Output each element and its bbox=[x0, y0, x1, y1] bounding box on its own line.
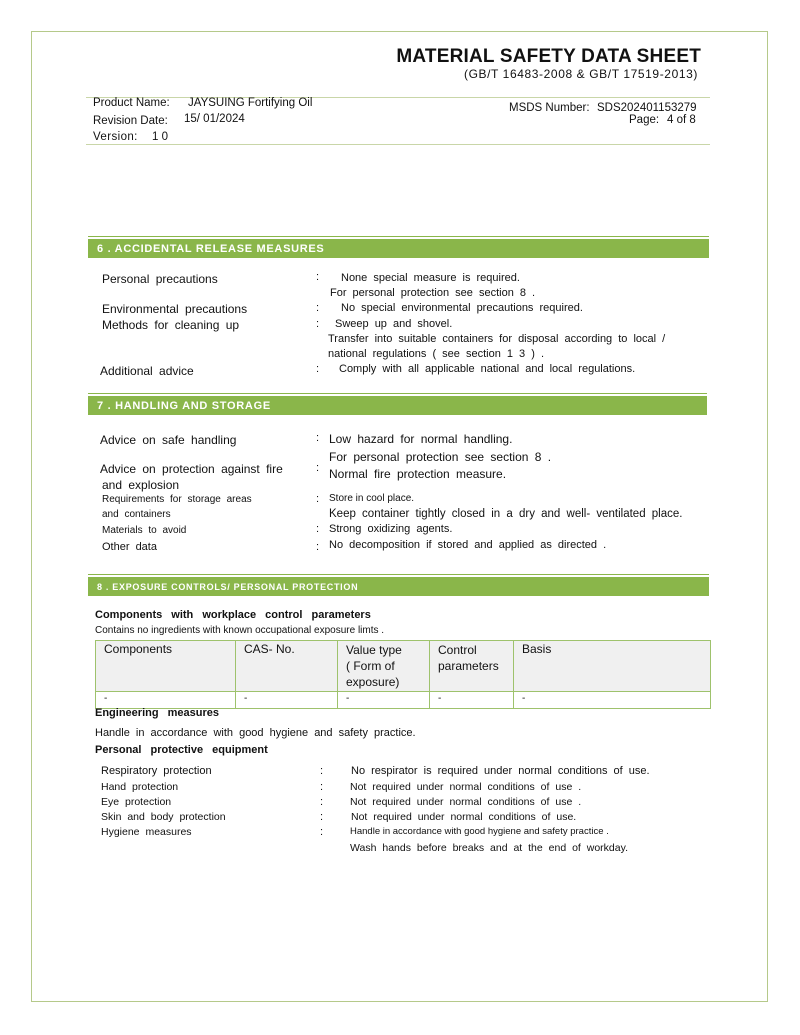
safe-handling-value-2: For personal protection see section 8 . bbox=[329, 450, 552, 464]
table-cell: - bbox=[514, 692, 711, 709]
additional-advice-value: Comply with all applicable national and local regulations. bbox=[339, 363, 636, 375]
colon: : bbox=[316, 271, 320, 283]
components-heading: Components with workplace control parameters bbox=[95, 609, 371, 621]
colon: : bbox=[316, 432, 320, 444]
document-title: MATERIAL SAFETY DATA SHEET bbox=[396, 46, 701, 67]
colon: : bbox=[320, 781, 324, 793]
storage-requirements-value-2: Keep container tightly closed in a dry and well- ventilated place. bbox=[329, 508, 683, 520]
fire-protection-label: Advice on protection against fire bbox=[100, 462, 283, 476]
version-value: 1 0 bbox=[152, 131, 168, 143]
eye-value: Not required under normal conditions of use . bbox=[350, 796, 582, 808]
cleaning-methods-value: Sweep up and shovel. bbox=[335, 318, 453, 330]
respiratory-value: No respirator is required under normal conditions of use. bbox=[351, 765, 650, 777]
other-data-value: No decomposition if stored and applied as directed . bbox=[329, 539, 607, 551]
cleaning-methods-value-3: national regulations ( see section 1 3 ) . bbox=[328, 348, 545, 360]
storage-requirements-value: Store in cool place. bbox=[329, 493, 415, 504]
colon: : bbox=[316, 523, 320, 535]
fire-protection-value: Normal fire protection measure. bbox=[329, 467, 507, 481]
colon: : bbox=[320, 796, 324, 808]
table-cell: - bbox=[338, 692, 430, 709]
section-8-heading: 8 . EXPOSURE CONTROLS/ PERSONAL PROTECTION bbox=[88, 577, 709, 596]
header-bottom-rule bbox=[86, 144, 710, 145]
storage-requirements-label-2: and containers bbox=[102, 509, 171, 520]
hand-label: Hand protection bbox=[101, 781, 179, 793]
product-name-label: Product Name: bbox=[93, 97, 170, 109]
hygiene-label: Hygiene measures bbox=[101, 826, 192, 838]
other-data-label: Other data bbox=[102, 541, 157, 553]
personal-precautions-value: None special measure is required. bbox=[341, 272, 520, 284]
colon: : bbox=[316, 462, 320, 474]
safe-handling-label: Advice on safe handling bbox=[100, 433, 237, 447]
safe-handling-value: Low hazard for normal handling. bbox=[329, 432, 513, 446]
cleaning-methods-value-2: Transfer into suitable containers for disposal according to local / bbox=[328, 333, 666, 345]
storage-requirements-label: Requirements for storage areas bbox=[102, 494, 252, 505]
environmental-precautions-label: Environmental precautions bbox=[102, 302, 248, 316]
colon: : bbox=[320, 811, 324, 823]
cleaning-methods-label: Methods for cleaning up bbox=[102, 318, 240, 332]
col-cas-no: CAS- No. bbox=[236, 641, 338, 692]
materials-to-avoid-value: Strong oxidizing agents. bbox=[329, 523, 453, 535]
colon: : bbox=[316, 541, 320, 553]
hygiene-value: Handle in accordance with good hygiene and safety practice . bbox=[350, 826, 609, 837]
col-basis: Basis bbox=[514, 641, 711, 692]
table-cell: - bbox=[430, 692, 514, 709]
revision-date-label: Revision Date: bbox=[93, 115, 168, 127]
version-label: Version: bbox=[93, 131, 138, 143]
ppe-heading: Personal protective equipment bbox=[95, 744, 268, 756]
col-control-parameters: Control parameters bbox=[430, 641, 514, 692]
skin-body-label: Skin and body protection bbox=[101, 811, 226, 823]
colon: : bbox=[320, 765, 324, 777]
colon: : bbox=[316, 318, 320, 330]
personal-precautions-label: Personal precautions bbox=[102, 272, 218, 286]
msds-number-value: SDS202401153279 bbox=[597, 102, 697, 114]
hand-value: Not required under normal conditions of use . bbox=[350, 781, 582, 793]
col-components: Components bbox=[96, 641, 236, 692]
document-standards: (GB/T 16483-2008 & GB/T 17519-2013) bbox=[463, 67, 698, 81]
page-value: 4 of 8 bbox=[667, 114, 696, 126]
product-name-value: JAYSUING Fortifying Oil bbox=[188, 97, 313, 109]
col-value-type: Value type ( Form of exposure) bbox=[338, 641, 430, 692]
colon: : bbox=[316, 302, 320, 314]
colon: : bbox=[316, 493, 320, 505]
additional-advice-label: Additional advice bbox=[100, 364, 194, 378]
respiratory-label: Respiratory protection bbox=[101, 765, 212, 777]
msds-number-label: MSDS Number: bbox=[509, 102, 590, 114]
page-label: Page: bbox=[629, 114, 660, 126]
eye-label: Eye protection bbox=[101, 796, 172, 808]
section-6-heading: 6 . ACCIDENTAL RELEASE MEASURES bbox=[88, 239, 709, 258]
colon: : bbox=[320, 826, 324, 838]
personal-precautions-value-2: For personal protection see section 8 . bbox=[330, 287, 536, 299]
exposure-table bbox=[95, 640, 711, 709]
revision-date-value: 15/ 01/2024 bbox=[184, 113, 245, 125]
fire-protection-label-2: and explosion bbox=[102, 478, 180, 492]
engineering-text: Handle in accordance with good hygiene and safety practice. bbox=[95, 727, 416, 739]
environmental-precautions-value: No special environmental precautions required. bbox=[341, 302, 583, 314]
section-7-heading: 7 . HANDLING AND STORAGE bbox=[88, 396, 707, 415]
table-cell: - bbox=[96, 692, 236, 709]
hygiene-value-2: Wash hands before breaks and at the end of workday. bbox=[350, 842, 628, 854]
engineering-heading: Engineering measures bbox=[95, 707, 219, 719]
header-top-rule bbox=[86, 97, 710, 98]
materials-to-avoid-label: Materials to avoid bbox=[102, 525, 187, 536]
colon: : bbox=[316, 363, 320, 375]
skin-body-value: Not required under normal conditions of use. bbox=[351, 811, 577, 823]
table-cell: - bbox=[236, 692, 338, 709]
components-note: Contains no ingredients with known occupational exposure limts . bbox=[95, 625, 385, 636]
table-row bbox=[96, 692, 711, 709]
